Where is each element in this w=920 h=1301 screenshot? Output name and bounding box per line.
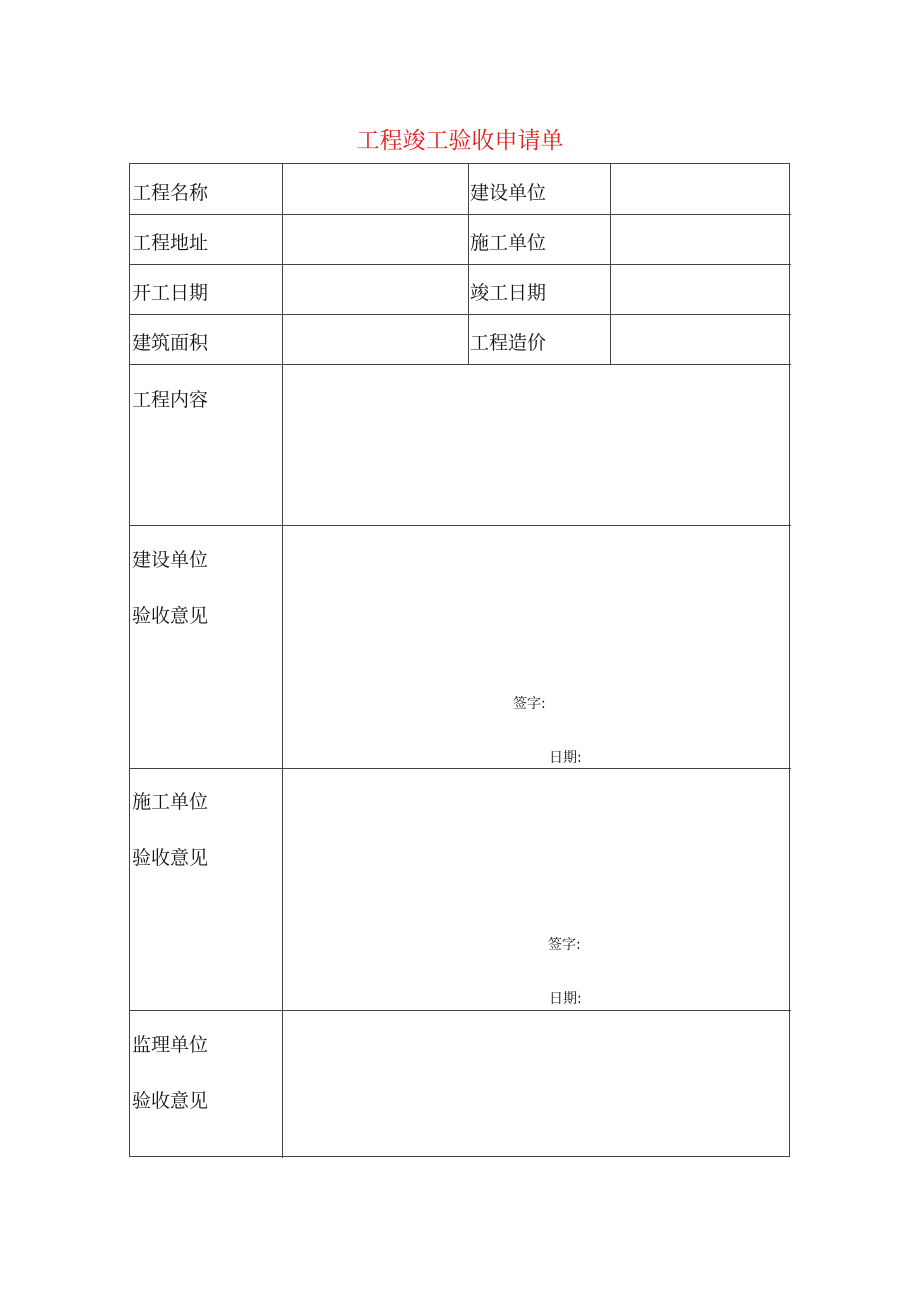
column-divider bbox=[468, 164, 469, 364]
owner-sign-label: 签字: bbox=[513, 696, 546, 712]
owner-date-label: 日期: bbox=[549, 750, 582, 766]
acceptance-form bbox=[129, 163, 790, 1157]
project-content-label: 工程内容 bbox=[132, 389, 209, 411]
project-name-label: 工程名称 bbox=[132, 182, 209, 204]
project-name-field[interactable] bbox=[283, 164, 468, 214]
contractor-sign-label: 签字: bbox=[548, 937, 581, 953]
page-title: 工程竣工验收申请单 bbox=[356, 128, 564, 154]
contractor-opinion-label-line1: 施工单位 bbox=[132, 791, 209, 813]
project-address-field[interactable] bbox=[283, 214, 468, 264]
supervisor-opinion-field[interactable] bbox=[283, 1010, 791, 1158]
contractor-unit-field[interactable] bbox=[611, 214, 791, 264]
owner-opinion-label-line1: 建设单位 bbox=[132, 549, 209, 571]
building-area-field[interactable] bbox=[283, 314, 468, 364]
start-date-label: 开工日期 bbox=[132, 282, 209, 304]
project-cost-field[interactable] bbox=[611, 314, 791, 364]
building-area-label: 建筑面积 bbox=[132, 332, 209, 354]
contractor-unit-label: 施工单位 bbox=[470, 232, 547, 254]
completion-date-field[interactable] bbox=[611, 264, 791, 314]
owner-unit-field[interactable] bbox=[611, 164, 791, 214]
owner-opinion-field[interactable] bbox=[283, 525, 791, 768]
start-date-field[interactable] bbox=[283, 264, 468, 314]
owner-opinion-label-line2: 验收意见 bbox=[132, 605, 209, 627]
contractor-date-label: 日期: bbox=[549, 991, 582, 1007]
supervisor-opinion-label-line1: 监理单位 bbox=[132, 1034, 209, 1056]
completion-date-label: 竣工日期 bbox=[470, 282, 547, 304]
supervisor-opinion-label-line2: 验收意见 bbox=[132, 1090, 209, 1112]
contractor-opinion-field[interactable] bbox=[283, 768, 791, 1010]
project-cost-label: 工程造价 bbox=[470, 332, 547, 354]
project-address-label: 工程地址 bbox=[132, 232, 209, 254]
owner-unit-label: 建设单位 bbox=[470, 182, 547, 204]
contractor-opinion-label-line2: 验收意见 bbox=[132, 847, 209, 869]
project-content-field[interactable] bbox=[283, 364, 791, 525]
